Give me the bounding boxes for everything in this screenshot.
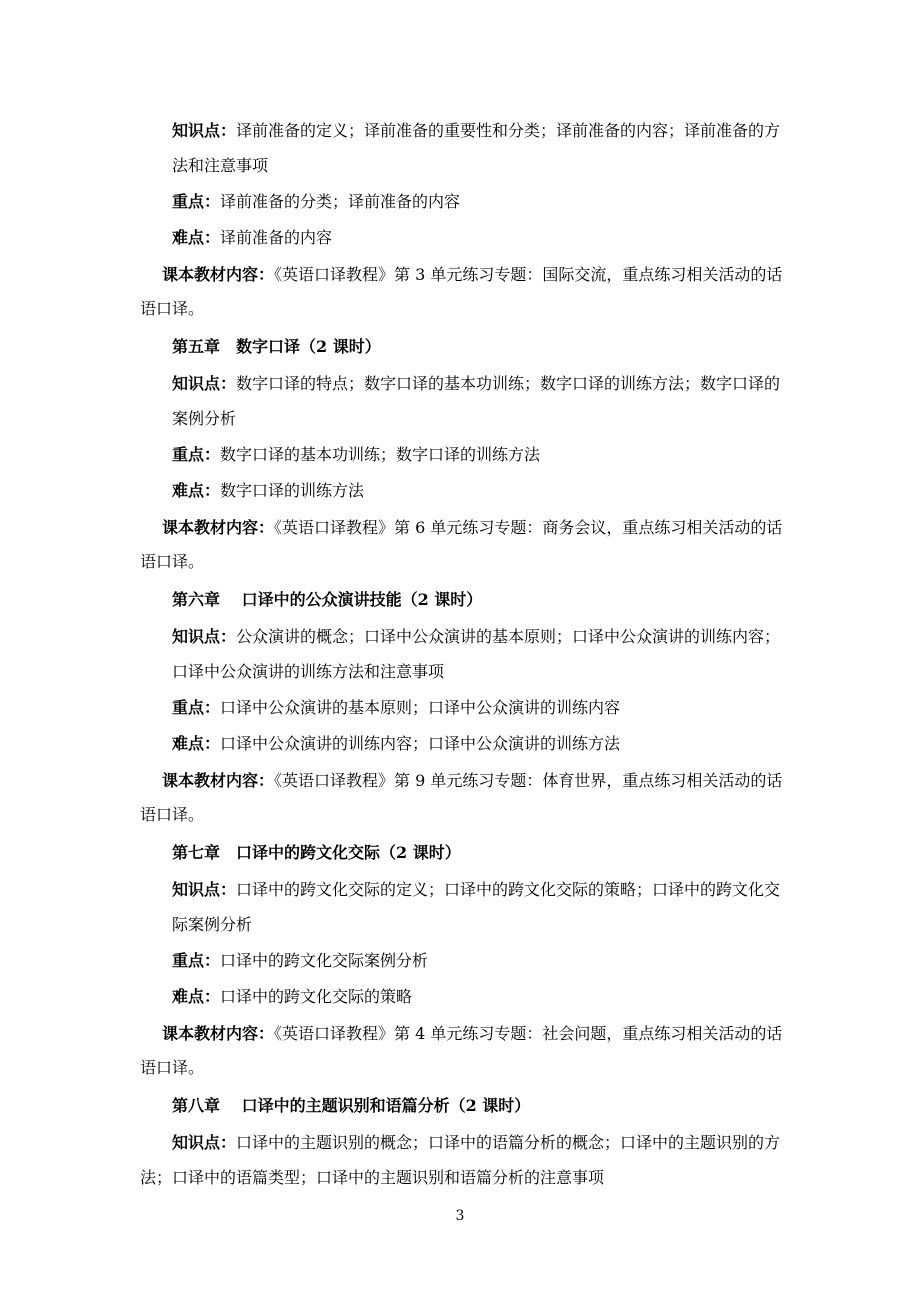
textbook-line xyxy=(162,265,782,285)
difficulty-text: 口译中的跨文化交际的策略 xyxy=(220,987,413,1006)
chapter-title: 第八章 口译中的主题识别和语篇分析（2 课时） xyxy=(172,1096,531,1115)
difficulty-label: 难点： xyxy=(172,481,221,500)
textbook-label: 课本教材内容： xyxy=(162,518,275,537)
knowledge-line xyxy=(172,121,780,141)
knowledge-text: 译前准备的定义；译前准备的重要性和分类；译前准备的内容；译前准备的方 xyxy=(236,121,781,140)
key-label: 重点： xyxy=(172,951,221,970)
knowledge-line xyxy=(172,880,780,900)
chapter-title: 第五章 数字口译（2 课时） xyxy=(172,337,381,356)
difficulty-label: 难点： xyxy=(172,228,221,247)
key-text: 译前准备的分类；译前准备的内容 xyxy=(220,192,461,211)
knowledge-continuation: 法；口译中的语篇类型；口译中的主题识别和语篇分析的注意事项 xyxy=(140,1168,605,1187)
difficulty-line xyxy=(172,734,620,754)
textbook-continuation: 语口译。 xyxy=(140,1058,205,1077)
textbook-text: 《英语口译教程》第 3 单元练习专题：国际交流，重点练习相关活动的话 xyxy=(274,265,783,284)
knowledge-label: 知识点： xyxy=(172,627,237,646)
knowledge-continuation: 案例分析 xyxy=(172,409,237,428)
difficulty-text: 数字口译的训练方法 xyxy=(220,481,365,500)
knowledge-label: 知识点： xyxy=(172,121,237,140)
knowledge-line xyxy=(172,374,780,394)
difficulty-line xyxy=(172,228,332,248)
knowledge-label: 知识点： xyxy=(172,1133,237,1152)
textbook-line xyxy=(162,1024,782,1044)
difficulty-text: 译前准备的内容 xyxy=(220,228,333,247)
key-line xyxy=(172,951,428,971)
knowledge-text: 数字口译的特点；数字口译的基本功训练；数字口译的训练方法；数字口译的 xyxy=(236,374,781,393)
knowledge-label: 知识点： xyxy=(172,880,237,899)
key-line xyxy=(172,445,540,465)
knowledge-line xyxy=(172,1133,780,1153)
knowledge-label: 知识点： xyxy=(172,374,237,393)
difficulty-text: 口译中公众演讲的训练内容；口译中公众演讲的训练方法 xyxy=(220,734,621,753)
key-text: 口译中公众演讲的基本原则；口译中公众演讲的训练内容 xyxy=(220,698,621,717)
knowledge-text: 口译中的主题识别的概念；口译中的语篇分析的概念；口译中的主题识别的方 xyxy=(236,1133,781,1152)
textbook-line xyxy=(162,518,782,538)
knowledge-continuation: 口译中公众演讲的训练方法和注意事项 xyxy=(172,662,445,681)
textbook-continuation: 语口译。 xyxy=(140,299,205,318)
textbook-label: 课本教材内容： xyxy=(162,1024,275,1043)
difficulty-label: 难点： xyxy=(172,734,221,753)
knowledge-continuation: 际案例分析 xyxy=(172,915,253,934)
textbook-text: 《英语口译教程》第 4 单元练习专题：社会问题，重点练习相关活动的话 xyxy=(274,1024,783,1043)
textbook-text: 《英语口译教程》第 6 单元练习专题：商务会议，重点练习相关活动的话 xyxy=(274,518,783,537)
page-number: 3 xyxy=(455,1208,465,1224)
textbook-line xyxy=(162,771,782,791)
key-text: 数字口译的基本功训练；数字口译的训练方法 xyxy=(220,445,541,464)
chapter-title: 第七章 口译中的跨文化交际（2 课时） xyxy=(172,843,461,862)
difficulty-line xyxy=(172,481,364,501)
textbook-text: 《英语口译教程》第 9 单元练习专题：体育世界，重点练习相关活动的话 xyxy=(274,771,783,790)
key-label: 重点： xyxy=(172,192,221,211)
chapter-title: 第六章 口译中的公众演讲技能（2 课时） xyxy=(172,590,483,609)
knowledge-continuation: 法和注意事项 xyxy=(172,156,269,175)
difficulty-label: 难点： xyxy=(172,987,221,1006)
key-line xyxy=(172,698,620,718)
textbook-continuation: 语口译。 xyxy=(140,552,205,571)
key-label: 重点： xyxy=(172,445,221,464)
difficulty-line xyxy=(172,987,412,1007)
knowledge-text: 口译中的跨文化交际的定义；口译中的跨文化交际的策略；口译中的跨文化交 xyxy=(236,880,781,899)
textbook-continuation: 语口译。 xyxy=(140,805,205,824)
key-label: 重点： xyxy=(172,698,221,717)
textbook-label: 课本教材内容： xyxy=(162,265,275,284)
knowledge-line xyxy=(172,627,780,647)
textbook-label: 课本教材内容： xyxy=(162,771,275,790)
key-text: 口译中的跨文化交际案例分析 xyxy=(220,951,429,970)
knowledge-text: 公众演讲的概念；口译中公众演讲的基本原则；口译中公众演讲的训练内容； xyxy=(236,627,781,646)
key-line xyxy=(172,192,460,212)
